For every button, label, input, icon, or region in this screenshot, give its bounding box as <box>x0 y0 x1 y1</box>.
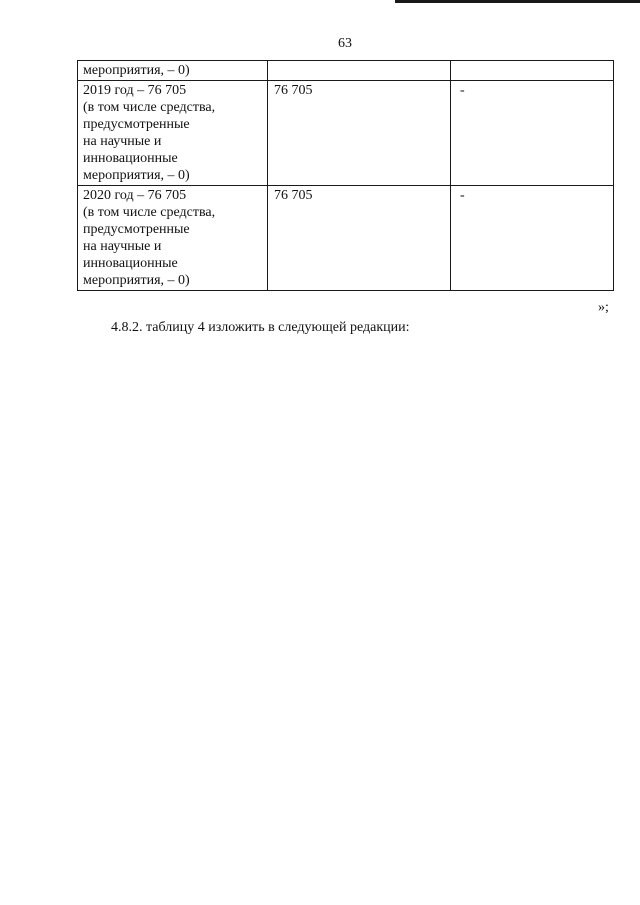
table-row <box>78 186 614 291</box>
closing-quote: »; <box>598 300 609 315</box>
cell-text-line: предусмотренные <box>83 222 190 237</box>
cell-text-line: (в том числе средства, <box>83 100 216 115</box>
cell-text-line: предусмотренные <box>83 117 190 132</box>
table-cell-amount: 76 705 <box>268 186 451 291</box>
table-row <box>78 81 614 186</box>
cell-text-line: мероприятия, – 0) <box>83 273 190 288</box>
cell-text-line: 2019 год – 76 705 <box>83 83 187 98</box>
instruction-paragraph: 4.8.2. таблицу 4 изложить в следующей редакции: <box>111 320 410 335</box>
table-cell-other: - <box>451 81 614 186</box>
page-number: 63 <box>338 36 352 51</box>
scan-edge-line <box>395 0 640 3</box>
cell-text-line: 2020 год – 76 705 <box>83 188 187 203</box>
cell-text-line: (в том числе средства, <box>83 205 216 220</box>
cell-text-line: мероприятия, – 0) <box>83 168 190 183</box>
table-cell-description <box>78 81 268 186</box>
table-cell-description <box>78 61 268 81</box>
cell-text-line: на научные и <box>83 239 162 254</box>
table-cell-amount <box>268 61 451 81</box>
cell-text-line: мероприятия, – 0) <box>83 63 190 78</box>
cell-text-line: инновационные <box>83 256 178 271</box>
funding-table <box>77 60 614 291</box>
cell-text-line: на научные и <box>83 134 162 149</box>
table-cell-other: - <box>451 186 614 291</box>
cell-text-line: инновационные <box>83 151 178 166</box>
table-cell-amount: 76 705 <box>268 81 451 186</box>
table-cell-other <box>451 61 614 81</box>
table-row <box>78 61 614 81</box>
table-cell-description <box>78 186 268 291</box>
